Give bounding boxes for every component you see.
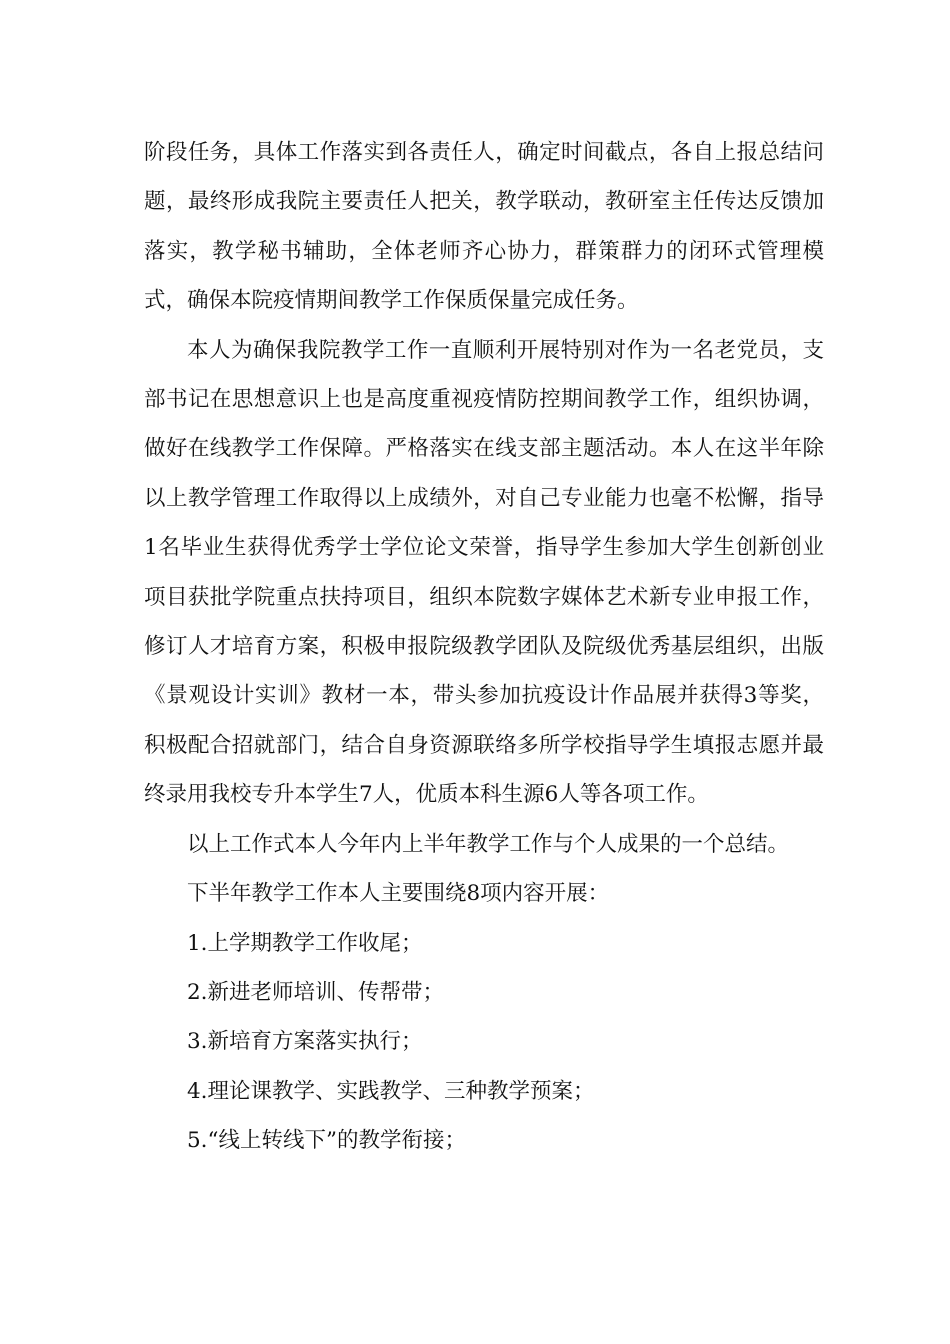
paragraph-plan-intro: 下半年教学工作本人主要围绕8项内容开展： bbox=[187, 881, 610, 907]
paragraph-continuation: 阶段任务，具体工作落实到各责任人，确定时间截点，各自上报总结问题，最终形成我院主要责任人把关，教学联动，教研室主任传达反馈加落实，教学秘书辅助，全体老师齐心协力，群策群力的闭环式管理模式，确保本院疫情期间教学工作保质保量完成任务。 bbox=[144, 140, 824, 314]
document-body bbox=[144, 128, 824, 1166]
paragraph-achievements: 本人为确保我院教学工作一直顺利开展特别对作为一名老党员，支部书记在思想意识上也是高度重视疫情防控期间教学工作，组织协调，做好在线教学工作保障。严格落实在线支部主题活动。本人在这半年除以上教学管理工作取得以上成绩外，对自己专业能力也毫不松懈，指导1名毕业生获得优秀学士学位论文荣誉，指导学生参加大学生创新创业项目获批学院重点扶持项目，组织本院数字媒体艺术新专业申报工作，修订人才培育方案，积极申报院级教学团队及院级优秀基层组织，出版《景观设计实训》教材一本，带头参加抗疫设计作品展并获得3等奖，积极配合招就部门，结合自身资源联络多所学校指导学生填报志愿并最终录用我校专升本学生7人，优质本科生源6人等各项工作。 bbox=[144, 337, 824, 808]
list-item: 1.上学期教学工作收尾； bbox=[187, 930, 423, 956]
list-item: 3.新培育方案落实执行； bbox=[187, 1029, 423, 1055]
list-item: 5.“线上转线下”的教学衔接； bbox=[187, 1128, 466, 1154]
list-item: 4.理论课教学、实践教学、三种教学预案； bbox=[187, 1078, 595, 1104]
list-item: 2.新进老师培训、传帮带； bbox=[187, 979, 445, 1005]
paragraph-summary: 以上工作式本人今年内上半年教学工作与个人成果的一个总结。 bbox=[187, 831, 790, 857]
